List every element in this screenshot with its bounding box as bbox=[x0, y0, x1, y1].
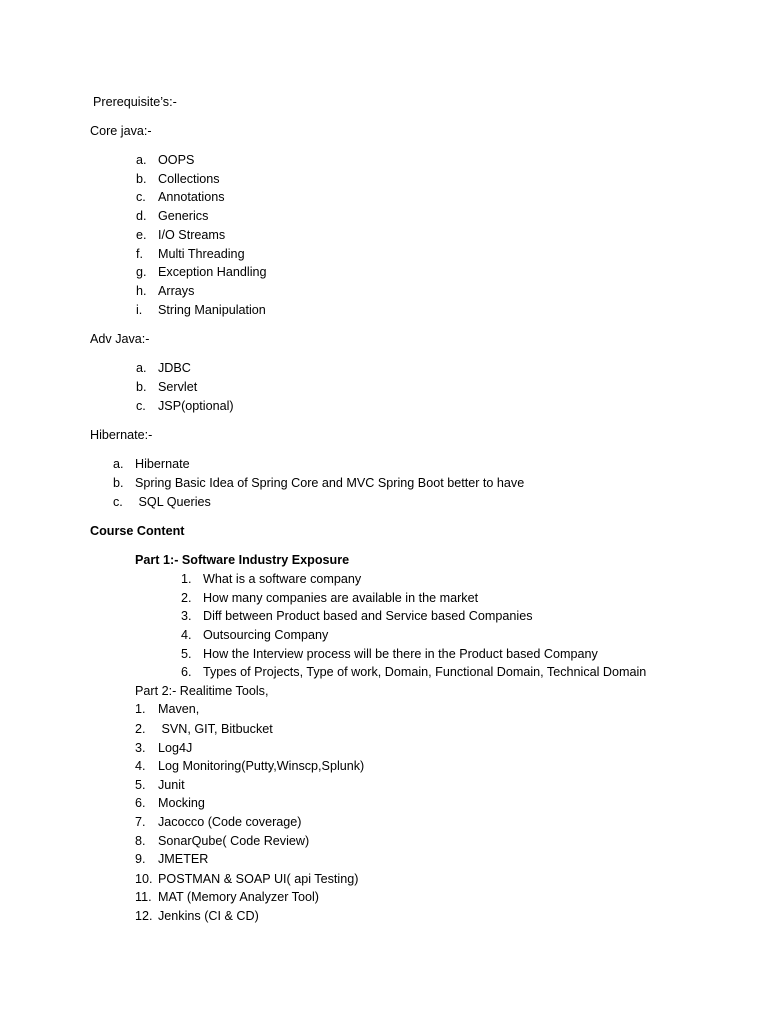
list-marker: 2. bbox=[135, 722, 146, 736]
list-item: JMETER bbox=[158, 852, 209, 866]
list-marker: 3. bbox=[181, 609, 192, 623]
adv-java-heading: Adv Java:- bbox=[90, 332, 150, 346]
list-marker: 5. bbox=[135, 778, 146, 792]
list-item: Types of Projects, Type of work, Domain, Functional Domain, Technical Domain bbox=[203, 665, 647, 679]
list-item: How the Interview process will be there in the Product based Company bbox=[203, 647, 598, 661]
list-item: Collections bbox=[158, 172, 220, 186]
list-marker: b. bbox=[136, 172, 147, 186]
list-marker: 9. bbox=[135, 852, 146, 866]
list-marker: 5. bbox=[181, 647, 192, 661]
list-marker: 4. bbox=[135, 759, 146, 773]
list-item: MAT (Memory Analyzer Tool) bbox=[158, 890, 319, 904]
list-marker: 3. bbox=[135, 741, 146, 755]
part1-heading: Part 1:- Software Industry Exposure bbox=[135, 553, 350, 567]
list-marker: b. bbox=[136, 380, 147, 394]
list-marker: a. bbox=[136, 153, 147, 167]
list-item: String Manipulation bbox=[158, 303, 266, 317]
course-content-heading: Course Content bbox=[90, 524, 185, 538]
core-java-heading: Core java:- bbox=[90, 124, 152, 138]
list-marker: c. bbox=[136, 190, 146, 204]
part2-heading: Part 2:- Realitime Tools, bbox=[135, 684, 269, 698]
list-item: What is a software company bbox=[203, 572, 362, 586]
list-marker: 7. bbox=[135, 815, 146, 829]
hibernate-heading: Hibernate:- bbox=[90, 428, 153, 442]
list-item: Arrays bbox=[158, 284, 195, 298]
list-item: Hibernate bbox=[135, 457, 190, 471]
list-item: SVN, GIT, Bitbucket bbox=[158, 722, 273, 736]
list-item: Jacocco (Code coverage) bbox=[158, 815, 302, 829]
list-item: Annotations bbox=[158, 190, 225, 204]
list-item: Spring Basic Idea of Spring Core and MVC Spring Boot better to have bbox=[135, 476, 525, 490]
list-marker: 2. bbox=[181, 591, 192, 605]
list-item: Junit bbox=[158, 778, 185, 792]
list-item: Multi Threading bbox=[158, 247, 245, 261]
list-marker: 6. bbox=[135, 796, 146, 810]
list-item: Mocking bbox=[158, 796, 205, 810]
list-marker: 1. bbox=[181, 572, 192, 586]
list-marker: c. bbox=[113, 495, 123, 509]
list-item: Exception Handling bbox=[158, 265, 267, 279]
list-marker: c. bbox=[136, 399, 146, 413]
list-item: How many companies are available in the market bbox=[203, 591, 479, 605]
list-item: SQL Queries bbox=[135, 495, 211, 509]
list-item: OOPS bbox=[158, 153, 195, 167]
list-item: Diff between Product based and Service based Companies bbox=[203, 609, 533, 623]
list-marker: b. bbox=[113, 476, 124, 490]
list-marker: g. bbox=[136, 265, 147, 279]
list-item: SonarQube( Code Review) bbox=[158, 834, 310, 848]
list-item: Outsourcing Company bbox=[203, 628, 329, 642]
list-marker: d. bbox=[136, 209, 147, 223]
list-item: JSP(optional) bbox=[158, 399, 234, 413]
list-item: JDBC bbox=[158, 361, 191, 375]
list-item: POSTMAN & SOAP UI( api Testing) bbox=[158, 872, 359, 886]
list-marker: e. bbox=[136, 228, 147, 242]
list-marker: 10. bbox=[135, 872, 153, 886]
list-item: I/O Streams bbox=[158, 228, 226, 242]
list-item: Log4J bbox=[158, 741, 193, 755]
list-marker: 11. bbox=[135, 890, 152, 904]
list-marker: 8. bbox=[135, 834, 146, 848]
list-item: Log Monitoring(Putty,Winscp,Splunk) bbox=[158, 759, 365, 773]
list-marker: 12. bbox=[135, 909, 153, 923]
list-marker: h. bbox=[136, 284, 147, 298]
list-marker: 6. bbox=[181, 665, 192, 679]
list-item: Servlet bbox=[158, 380, 198, 394]
list-marker: 1. bbox=[135, 702, 146, 716]
list-marker: a. bbox=[136, 361, 147, 375]
list-marker: a. bbox=[113, 457, 124, 471]
list-marker: f. bbox=[136, 247, 143, 261]
list-marker: 4. bbox=[181, 628, 192, 642]
list-item: Maven, bbox=[158, 702, 200, 716]
list-marker: i. bbox=[136, 303, 143, 317]
list-item: Generics bbox=[158, 209, 209, 223]
prerequisites-heading: Prerequisite’s:- bbox=[93, 95, 177, 109]
list-item: Jenkins (CI & CD) bbox=[158, 909, 259, 923]
